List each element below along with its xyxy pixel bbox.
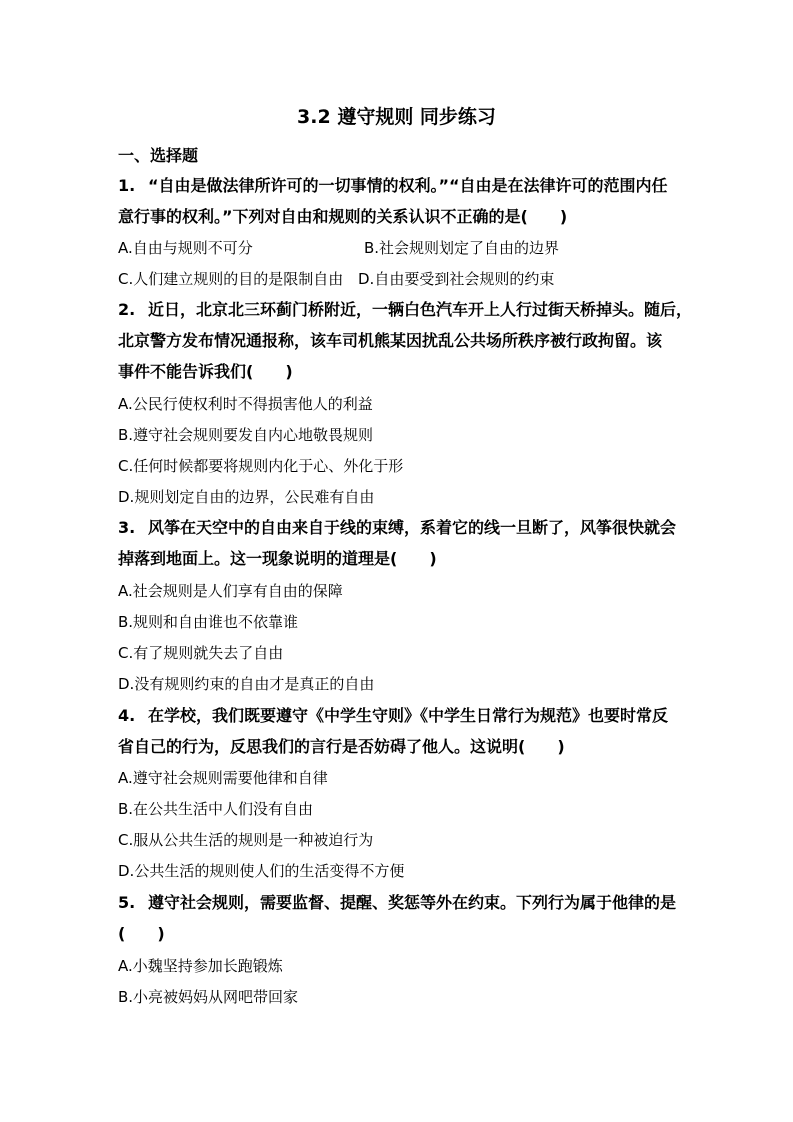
question-line: 北京警方发布情况通报称，该车司机熊某因扰乱公共场所秩序被行政拘留。该 [118, 331, 663, 350]
question-line: 掉落到地面上。这一现象说明的道理是( ) [118, 549, 437, 568]
question-3-stem [118, 512, 683, 574]
question-text: 风筝在天空中的自由来自于线的束缚，系着它的线一旦断了，风筝很快就会 [148, 518, 677, 537]
question-line: ( ) [118, 924, 165, 943]
question-number: 1. [118, 176, 136, 195]
option-d: D.自由要受到社会规则的约束 [358, 270, 555, 288]
option-a: A.公民行使权利时不得损害他人的利益 [118, 395, 373, 413]
question-text: “自由是做法律所许可的一切事情的权利。”“自由是在法律许可的范围内任 [148, 176, 668, 195]
option-b: B.在公共生活中人们没有自由 [118, 800, 314, 818]
question-text: 遵守社会规则，需要监督、提醒、奖惩等外在约束。下列行为属于他律的是 [148, 893, 677, 912]
question-2-stem [118, 294, 693, 387]
option-c: C.有了规则就失去了自由 [118, 644, 284, 662]
question-line: 事件不能告诉我们( ) [118, 362, 293, 381]
option-b: B.遵守社会规则要发自内心地敬畏规则 [118, 426, 374, 444]
option-b: B.小亮被妈妈从网吧带回家 [118, 988, 299, 1006]
option-c: C.服从公共生活的规则是一种被迫行为 [118, 831, 374, 849]
question-line [118, 294, 693, 325]
option-c: C.任何时候都要将规则内化于心、外化于形 [118, 457, 404, 475]
question-text: 近日，北京北三环蓟门桥附近，一辆白色汽车开上人行过街天桥掉头。随后， [148, 300, 693, 319]
question-line: 省自己的行为，反思我们的言行是否妨碍了他人。这说明( ) [118, 737, 565, 756]
question-number: 2. [118, 300, 136, 319]
question-4-stem [118, 700, 683, 762]
question-text: 在学校，我们既要遵守《中学生守则》《中学生日常行为规范》也要时常反 [148, 706, 669, 725]
question-line [118, 512, 683, 543]
option-a: A.自由与规则不可分 [118, 239, 253, 257]
question-number: 4. [118, 706, 136, 725]
question-line [118, 887, 683, 918]
section-heading: 一、选择题 [118, 146, 199, 165]
option-c: C.人们建立规则的目的是限制自由 [118, 270, 344, 288]
question-5-stem [118, 887, 683, 949]
page-title: 3.2 遵守规则 同步练习 [297, 106, 496, 128]
question-number: 3. [118, 518, 136, 537]
option-d: D.没有规则约束的自由才是真正的自由 [118, 675, 375, 693]
option-a: A.遵守社会规则需要他律和自律 [118, 769, 328, 787]
option-b: B.规则和自由谁也不依靠谁 [118, 613, 299, 631]
option-a: A.小魏坚持参加长跑锻炼 [118, 957, 283, 975]
question-number: 5. [118, 893, 136, 912]
question-line: 意行事的权利。”下列对自由和规则的关系认识不正确的是( ) [118, 207, 568, 226]
option-b: B.社会规则划定了自由的边界 [364, 239, 560, 257]
question-1-stem [118, 170, 683, 232]
option-d: D.规则划定自由的边界，公民难有自由 [118, 488, 375, 506]
option-d: D.公共生活的规则使人们的生活变得不方便 [118, 862, 405, 880]
question-line [118, 700, 683, 731]
option-a: A.社会规则是人们享有自由的保障 [118, 582, 343, 600]
question-line [118, 170, 683, 201]
